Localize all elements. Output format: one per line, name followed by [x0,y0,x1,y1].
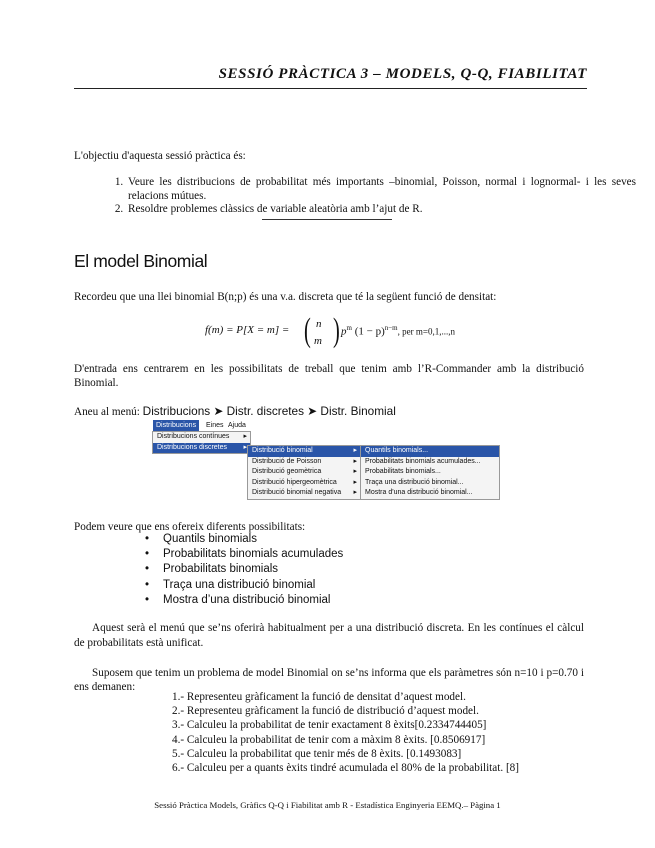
menu-item[interactable]: Quantils binomials... [361,446,499,457]
objective-item: 1. Veure les distribucions de probabilitat més importants –binomial, Poisson, normal i lognormal- i les seves relacions mútues. [126,176,636,203]
formula-exp-m: m [346,324,352,332]
bullet-icon: • [145,578,150,591]
menu-item-label: Distribució geomètrica [252,468,322,475]
menu-item[interactable] [248,488,360,499]
menu-item-label: Distribució binomial [252,447,313,454]
podem-paragraph: Podem veure que ens ofereix diferents possibilitats: [74,521,306,533]
dropdown-level2 [247,445,361,500]
submenu-arrow-icon: ▸ [353,478,357,486]
list-item-label: Mostra d’una distribució binomial [163,593,331,606]
menu-item-label: Distribució binomial negativa [252,489,342,496]
options-list [145,532,343,608]
formula-p: p [341,325,347,338]
rcommander-menu-screenshot [150,419,500,501]
section-title: El model Binomial [74,251,208,271]
formula-range: , per m=0,1,...,n [397,326,455,337]
list-item [145,532,343,547]
list-item [145,578,343,593]
separator-line [262,219,392,220]
submenu-arrow-icon: ▸ [353,489,357,496]
tasks-list [172,690,519,775]
menu-path-prefix: Aneu al menú: [74,406,140,418]
task-item: 6.- Calculeu per a quants èxits tindré acumulada el 80% de la probabilitat. [8] [172,762,520,775]
page-header-title: SESSIÓ PRÀCTICA 3 – MODELS, Q-Q, FIABILITAT [218,66,587,82]
submenu-arrow-icon: ▸ [353,468,357,475]
menu-item-label: Distribucions contínues [157,433,230,440]
task-item: 4.- Calculeu la probabilitat de tenir com a màxim 8 èxits. [0.8506917] [172,733,486,746]
menu-item[interactable] [153,432,250,443]
menu-item[interactable] [248,457,360,468]
menu-item[interactable]: Mostra d'una distribució binomial... [365,489,473,496]
aquest-text: Aquest serà el menú que se’ns oferirà habitualment per a una distribució discreta. En les contínues el càlcul de probabilitats està unificat. [74,622,584,649]
list-item [145,593,343,608]
bullet-icon: • [145,533,150,545]
menu-distribucions[interactable]: Distribucions [153,420,199,431]
formula-left-paren: ( [304,312,311,349]
list-item [145,547,343,562]
submenu-arrow-icon: ▸ [353,447,357,454]
list-item-label: Probabilitats binomials acumulades [163,548,344,561]
entrada-paragraph: D'entrada ens centrarem en les possibilitats de treball que tenim amb l’R-Commander amb la distribució Binomial. [74,363,584,389]
bullet-icon: • [145,548,150,561]
submenu-arrow-icon: ▸ [353,457,357,465]
formula-lhs: f(m) = P[X = m] = [205,324,290,336]
menu-item-label: Distribució hipergeomètrica [252,478,337,486]
list-item [145,562,343,577]
objective-item: 2. Resoldre problemes clàssics de variable aleatòria amb l’ajut de R. [126,203,636,217]
task-item: 5.- Calculeu la probabilitat que tenir més de 8 èxits. [0.1493083] [172,747,462,760]
formula-binom-top: n [316,318,322,330]
task-item: 3.- Calculeu la probabilitat de tenir exactament 8 èxits[0.2334744405] [172,719,487,732]
formula-right-paren: ) [333,312,340,349]
menu-ajuda[interactable]: Ajuda [228,422,246,429]
menu-item-label: Distribucions discretes [157,443,228,451]
objectives-list [74,176,636,217]
dropdown-level1 [152,431,251,454]
formula-one-minus-p: (1 − p) [354,325,385,338]
submenu-arrow-icon: ▸ [243,443,247,451]
menu-item[interactable]: Probabilitats binomials acumulades... [365,457,481,465]
menu-item[interactable] [248,467,360,478]
recall-paragraph: Recordeu que una llei binomial B(n;p) és una v.a. discreta que té la següent funció de densitat: [74,291,497,303]
bullet-icon: • [145,563,150,576]
list-item-label: Traça una distribució binomial [163,578,316,591]
menu-item[interactable]: Traça una distribució binomial... [365,478,464,486]
formula-rhs [341,324,455,338]
header-rule [74,88,587,89]
menu-item-label: Distribució de Poisson [252,457,322,465]
menu-eines[interactable]: Eines [206,422,224,429]
aquest-paragraph [74,621,584,651]
bullet-icon: • [145,593,150,606]
menu-bar [153,420,253,431]
menu-item[interactable] [153,443,250,454]
menu-item[interactable]: Probabilitats binomials... [365,468,441,475]
page-footer: Sessió Pràctica Models, Gràfics Q-Q i Fiabilitat amb R - Estadística Enginyeria EEMQ.– Pàgina 1 [154,800,501,810]
submenu-arrow-icon: ▸ [243,433,247,440]
menu-path: Distribucions ➤ Distr. discretes ➤ Distr. Binomial [142,404,396,418]
intro-paragraph: L'objectiu d'aquesta sessió pràctica és: [74,150,246,162]
suposem-text: Suposem que tenim un problema de model Binomial on se’ns informa que els paràmetres són n=10 i p=0.70 i ens demanen: [74,667,584,693]
menu-item[interactable] [248,478,360,489]
menu-item[interactable] [248,446,360,457]
formula-binom-bottom: m [314,335,322,347]
menu-path-line [74,404,396,418]
list-item-label: Quantils binomials [163,533,257,545]
task-item: 2.- Representeu gràficament la funció de distribució d’aquest model. [172,705,479,718]
task-item: 1.- Representeu gràficament la funció de densitat d’aquest model. [172,691,466,703]
binomial-density-formula [205,312,505,350]
dropdown-level3 [360,445,500,500]
list-item-label: Probabilitats binomials [163,563,279,576]
formula-exp-nm: n−m [384,324,398,332]
